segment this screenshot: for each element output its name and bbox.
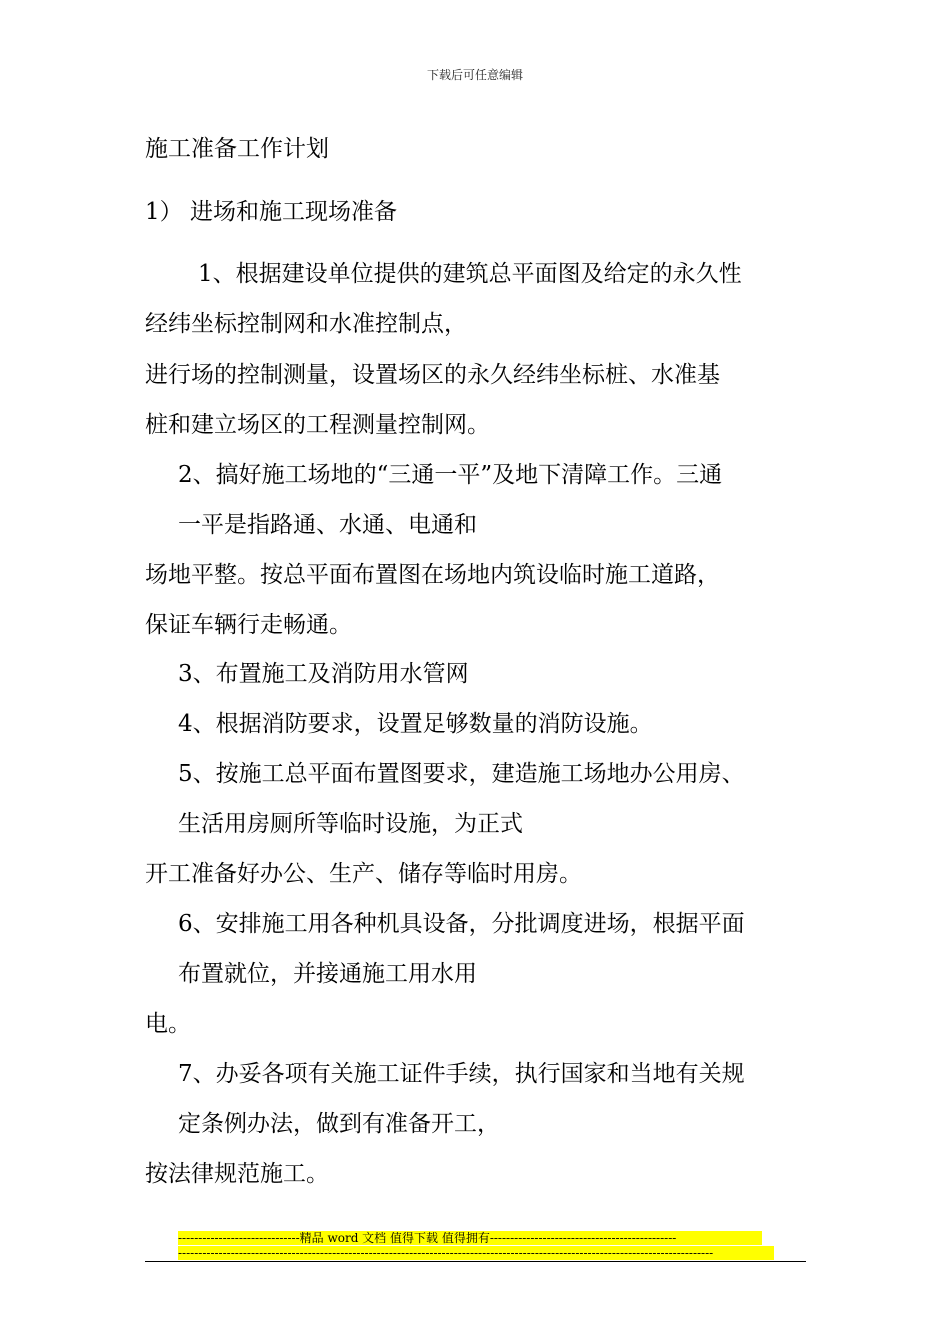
paragraph-line: 布置就位，并接通施工用水用 bbox=[178, 961, 477, 987]
paragraph-line: 开工准备好办公、生产、储存等临时用房。 bbox=[145, 861, 582, 887]
document-title: 施工准备工作计划 bbox=[145, 136, 329, 162]
paragraph-line: 一平是指路通、水通、电通和 bbox=[178, 512, 477, 538]
paragraph-line: 5、按施工总平面布置图要求，建造施工场地办公用房、 bbox=[178, 761, 745, 787]
paragraph-line: 经纬坐标控制网和水准控制点， bbox=[145, 311, 467, 337]
footer-divider bbox=[145, 1261, 806, 1262]
paragraph-line: 保证车辆行走畅通。 bbox=[145, 612, 352, 638]
paragraph-line: 4、根据消防要求，设置足够数量的消防设施。 bbox=[178, 711, 653, 737]
paragraph-line: 桩和建立场区的工程测量控制网。 bbox=[145, 412, 490, 438]
paragraph-line: 进行场的控制测量，设置场区的永久经纬坐标桩、水准基 bbox=[145, 362, 720, 388]
paragraph-line: 7、办妥各项有关施工证件手续，执行国家和当地有关规 bbox=[178, 1061, 745, 1087]
paragraph-line: 生活用房厕所等临时设施，为正式 bbox=[178, 811, 523, 837]
paragraph-line: 按法律规范施工。 bbox=[145, 1161, 329, 1187]
footer-dash-line: ------------------------------------------------------------------------------------------------------------------------------------ bbox=[178, 1246, 774, 1260]
paragraph-line: 电。 bbox=[145, 1011, 191, 1037]
paragraph-line: 场地平整。按总平面布置图在场地内筑设临时施工道路， bbox=[145, 562, 720, 588]
page-header-note: 下载后可任意编辑 bbox=[426, 68, 523, 82]
paragraph-line: 2、搞好施工场地的“三通一平”及地下清障工作。三通 bbox=[178, 462, 723, 488]
footer-watermark-line: ------------------------------精品 word 文档 值得下载 值得拥有---------------------------------------------- bbox=[178, 1231, 762, 1245]
paragraph-line: 定条例办法，做到有准备开工， bbox=[178, 1111, 500, 1137]
paragraph-line: 6、安排施工用各种机具设备，分批调度进场，根据平面 bbox=[178, 911, 745, 937]
paragraph-line: 1、根据建设单位提供的建筑总平面图及给定的永久性 bbox=[198, 261, 742, 287]
section-heading: 1） 进场和施工现场准备 bbox=[145, 199, 397, 225]
paragraph-line: 3、布置施工及消防用水管网 bbox=[178, 661, 469, 687]
